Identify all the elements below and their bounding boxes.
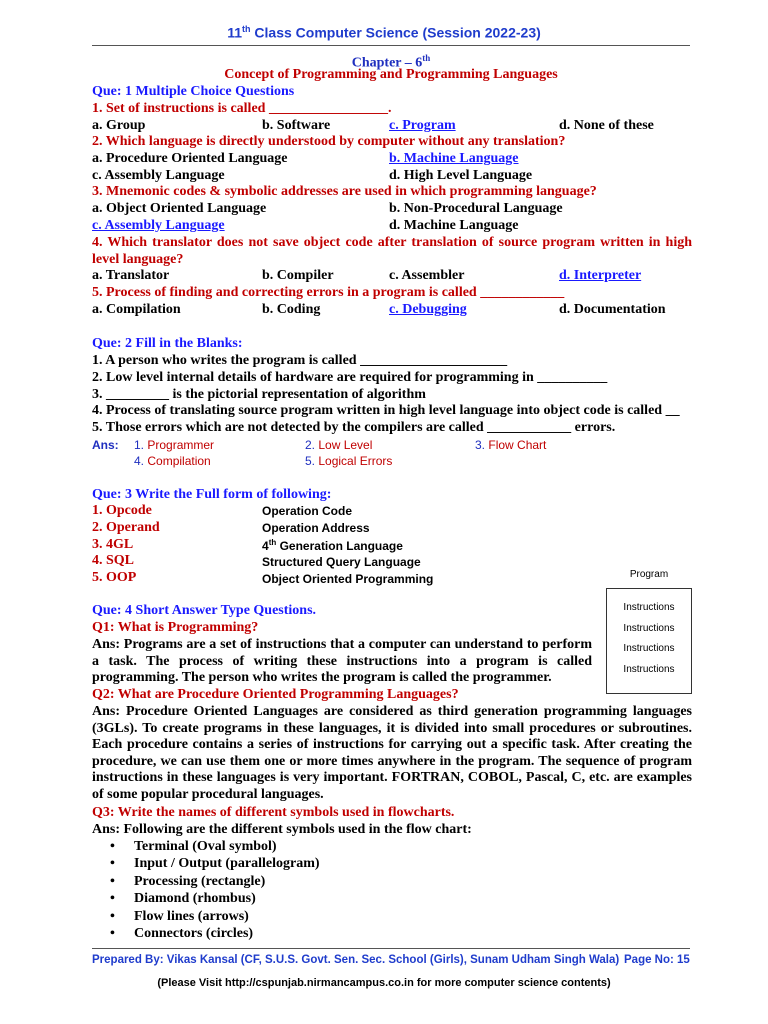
q3-heading: Que: 3 Write the Full form of following: xyxy=(92,487,332,502)
full-form: Operation Code xyxy=(262,504,353,518)
footer-divider xyxy=(92,948,690,949)
mcq-option: a. Translator xyxy=(92,268,170,283)
chapter-title: Concept of Programming and Programming Languages xyxy=(224,67,558,82)
fill-blank-item: 5. Those errors which are not detected by the compilers are called ____________ errors. xyxy=(92,420,616,435)
fill-blank-answer: 3. Flow Chart xyxy=(475,438,547,452)
mcq-option-correct: c. Program xyxy=(389,118,456,133)
mcq-options xyxy=(92,168,692,185)
header-title-pre: 11 xyxy=(227,24,243,41)
mcq-option-correct: c. Assembly Language xyxy=(92,218,225,233)
mcq-option: a. Procedure Oriented Language xyxy=(92,151,288,166)
q2-heading: Que: 2 Fill in the Blanks: xyxy=(92,336,243,351)
mcq-option: c. Assembler xyxy=(389,268,465,283)
abbr-item: 5. OOP xyxy=(92,570,137,585)
list-item: • Terminal (Oval symbol) xyxy=(110,839,277,854)
abbr-item: 1. Opcode xyxy=(92,503,152,518)
header-divider xyxy=(92,45,690,46)
mcq-question: 5. Process of finding and correcting errors in a program is called ____________ xyxy=(92,285,565,300)
fill-blank-answer: 5. Logical Errors xyxy=(305,454,393,468)
short-question: Q3: Write the names of different symbols used in flowcharts. xyxy=(92,805,455,820)
short-answer: Ans: Procedure Oriented Languages are considered as third generation programming languages (3GLs). To create programs in these languages, it is divided into small procedures or subroutines. Each procedure contains a series of instructions for carrying out a specific task. After creating the procedure, we can use them one or more times anywhere in the program. The sequence of program instructions in these languages is very important. FORTRAN, COBOL, Pascal, C, etc. are examples of some popular procedural languages. xyxy=(92,704,692,802)
full-form: Operation Address xyxy=(262,521,370,535)
fill-blank-ans-label: Ans: xyxy=(92,438,119,452)
mcq-option: a. Object Oriented Language xyxy=(92,201,267,216)
mcq-option: d. High Level Language xyxy=(389,168,533,183)
fill-blank-item: 1. A person who writes the program is called _____________________ xyxy=(92,353,508,368)
full-form: Structured Query Language xyxy=(262,555,421,569)
page-number: Page No: 15 xyxy=(624,954,690,966)
program-diagram xyxy=(606,588,692,694)
short-answer: Ans: Following are the different symbols used in the flow chart: xyxy=(92,822,472,837)
mcq-option: a. Group xyxy=(92,118,146,133)
mcq-option: d. Documentation xyxy=(559,302,666,317)
fill-blank-answer: 2. Low Level xyxy=(305,438,373,452)
list-item: • Processing (rectangle) xyxy=(110,873,266,889)
mcq-options xyxy=(92,201,692,218)
mcq-options xyxy=(92,218,692,235)
footer-visit-note: (Please Visit http://cspunjab.nirmancampus.co.in for more computer science contents) xyxy=(157,977,611,989)
page-header xyxy=(0,24,768,41)
header-title-post: Class Computer Science (Session 2022-23) xyxy=(250,24,541,41)
mcq-options xyxy=(92,151,692,168)
mcq-option: b. Coding xyxy=(262,302,321,317)
mcq-question: 2. Which language is directly understood by computer without any translation? xyxy=(92,134,566,149)
mcq-option: b. Software xyxy=(262,118,331,133)
mcq-option: d. None of these xyxy=(559,118,654,133)
q4-heading: Que: 4 Short Answer Type Questions. xyxy=(92,603,317,618)
mcq-option: b. Non-Procedural Language xyxy=(389,201,563,216)
mcq-option: a. Compilation xyxy=(92,302,181,317)
mcq-option: d. Machine Language xyxy=(389,218,519,233)
fill-blank-answer: 1. Programmer xyxy=(134,438,215,452)
list-item: • Flow lines (arrows) xyxy=(110,908,249,924)
diagram-instructions: Instructions xyxy=(623,602,675,613)
mcq-option: b. Compiler xyxy=(262,268,334,283)
mcq-option-correct: d. Interpreter xyxy=(559,268,642,283)
flowchart-symbols-list xyxy=(106,839,320,943)
fill-blank-item: 2. Low level internal details of hardware are required for programming in __________ xyxy=(92,370,608,385)
abbr-item: 3. 4GL xyxy=(92,537,134,552)
footer-prepared-by: Prepared By: Vikas Kansal (CF, S.U.S. Govt. Sen. Sec. School (Girls), Sunam Udham Singh Wala) xyxy=(92,954,620,966)
short-question: Q2: What are Procedure Oriented Programming Languages? xyxy=(92,687,459,702)
list-item: • Input / Output (parallelogram) xyxy=(110,856,320,872)
abbr-item: 2. Operand xyxy=(92,520,160,535)
diagram-instructions: Instructions xyxy=(623,623,675,634)
mcq-options xyxy=(92,118,692,135)
program-diagram-title: Program xyxy=(629,569,669,580)
abbr-item: 4. SQL xyxy=(92,553,135,568)
diagram-instructions: Instructions xyxy=(623,664,675,675)
fill-blank-item: 3. _________ is the pictorial representation of algorithm xyxy=(92,387,426,402)
mcq-question: 4. Which translator does not save object code after translation of source program written in high level language? xyxy=(92,235,692,267)
chapter-label: Chapter – 6th xyxy=(351,53,431,71)
fill-blank-answer: 4. Compilation xyxy=(134,454,211,468)
mcq-question: 3. Mnemonic codes & symbolic addresses are used in which programming language? xyxy=(92,184,597,199)
mcq-option: c. Assembly Language xyxy=(92,168,225,183)
list-item: • Diamond (rhombus) xyxy=(110,891,256,907)
short-question: Q1: What is Programming? xyxy=(92,620,259,635)
diagram-instructions: Instructions xyxy=(623,643,675,654)
fill-blank-item: 4. Process of translating source program written in high level language into object code is called __ xyxy=(92,403,680,418)
mcq-option-correct: b. Machine Language xyxy=(389,151,519,166)
mcq-option-correct: c. Debugging xyxy=(389,302,467,317)
mcq-options xyxy=(92,302,692,319)
full-form: Object Oriented Programming xyxy=(262,572,434,586)
mcq-question: 1. Set of instructions is called _________________. xyxy=(92,101,392,116)
full-form: 4th Generation Language xyxy=(262,538,403,553)
q1-heading: Que: 1 Multiple Choice Questions xyxy=(92,84,295,99)
list-item: • Connectors (circles) xyxy=(110,925,254,941)
short-answer: Ans: Programs are a set of instructions that a computer can understand to perform a task. The process of writing these instructions into a program is called programming. The person who writes the program is called the programmer. xyxy=(92,637,592,686)
mcq-options xyxy=(92,268,692,285)
header-title-sup: th xyxy=(242,24,251,34)
